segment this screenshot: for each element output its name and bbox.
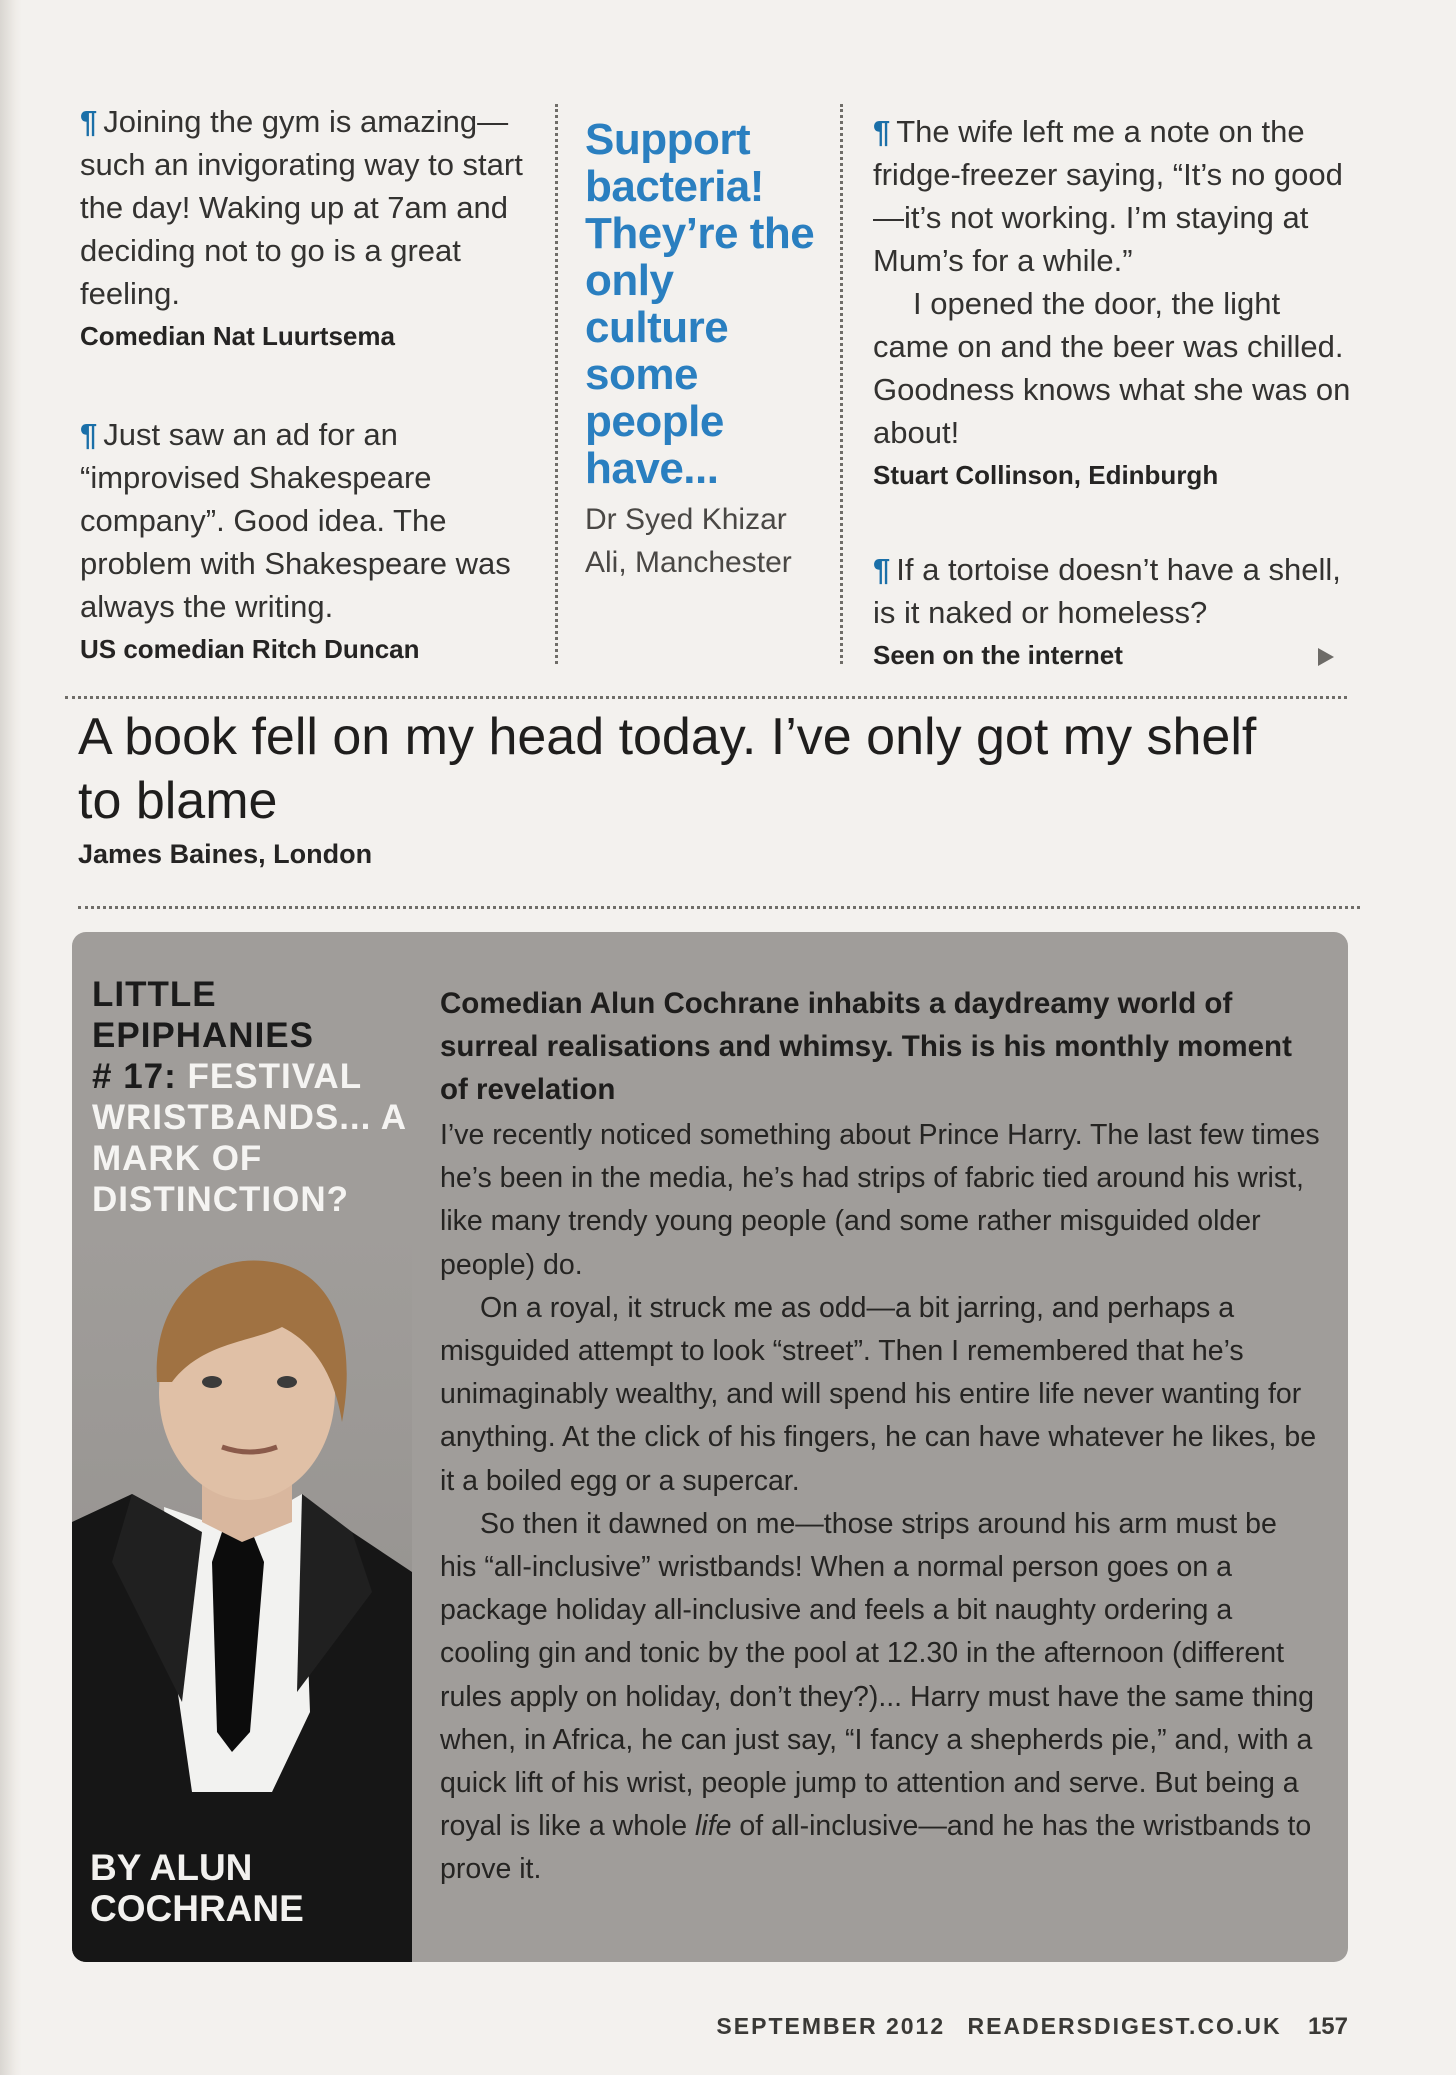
pilcrow-icon: ¶: [873, 114, 891, 149]
feature-intro: Comedian Alun Cochrane inhabits a daydreamy world of surreal realisations and whimsy. This is his monthly moment of revelation: [440, 987, 1292, 1106]
joke-text: Just saw an ad for an “improvised Shakespeare company”. Good idea. The problem with Shakespeare was always the writing.: [80, 417, 511, 624]
body-paragraph: On a royal, it struck me as odd—a bit jarring, and perhaps a misguided attempt to look “street”. Then I remembered that he’s unimaginably wealthy, and will spend his entire life never wanting for anything. At the click of his fingers, he can have whatever he likes, be it a boiled egg or a supercar.: [440, 1291, 1317, 1497]
column-divider: [555, 104, 558, 664]
pull-quote: Support bacteria! They’re the only culture some people have...: [585, 115, 815, 493]
feature-body: [440, 1114, 1320, 1892]
joke-text-continued: I opened the door, the light came on and the beer was chilled. Goodness knows what she was on about!: [873, 286, 1351, 450]
body-paragraph-text: So then it dawned on me—those strips around his arm must be his “all-inclusive” wristbands! When a normal person goes on a package holiday all-inclusive and feels a bit naughty ordering a cooling gin and tonic by the pool at 12.30 in the afternoon (different rules apply on holiday, don’t they?)... Harry must have the same thing when, in Africa, he can just say, “I fancy a shepherds pie,” and, with a quick lift of his wrist, people jump to attention and serve. But being a royal is like a whole: [440, 1507, 1314, 1843]
joke-credit: Stuart Collinson, Edinburgh: [873, 460, 1219, 490]
joke-item: [873, 110, 1353, 492]
pilcrow-icon: ¶: [80, 104, 98, 139]
feature-headline: FESTIVAL WRISTBANDS... A MARK OF DISTINCTION?: [92, 1057, 406, 1219]
joke-credit: Seen on the internet: [873, 640, 1123, 670]
body-paragraph: [440, 1503, 1320, 1892]
body-paragraph-tail: of all-inclusive—and he has the wristbands to prove it.: [440, 1810, 1312, 1886]
site-url: READERSDIGEST.CO.UK: [967, 2013, 1282, 2039]
pilcrow-icon: ¶: [80, 417, 98, 452]
page-gutter-shadow: [0, 0, 22, 2075]
feature-series-title: LITTLE EPIPHANIES: [92, 975, 314, 1055]
joke-item: [873, 548, 1353, 672]
joke-text: Joining the gym is amazing—such an invigorating way to start the day! Waking up at 7am and deciding not to go is a great feeling.: [80, 104, 523, 311]
author-byline: BY ALUN COCHRANE: [90, 1847, 304, 1929]
headline-joke: A book fell on my head today. I’ve only got my shelf to blame: [78, 708, 1257, 830]
joke-text: If a tortoise doesn’t have a shell, is it naked or homeless?: [873, 552, 1341, 630]
pull-quote-credit: Dr Syed Khizar Ali, Manchester: [585, 503, 792, 579]
feature-title: [92, 974, 422, 1220]
joke-item: [80, 413, 530, 666]
section-divider: [78, 906, 1360, 909]
joke-credit: Comedian Nat Luurtsema: [80, 321, 395, 351]
joke-text: The wife left me a note on the fridge-freezer saying, “It’s no good—it’s not working. I’m staying at Mum’s for a while.”: [873, 114, 1343, 278]
joke-item: [80, 100, 530, 353]
body-paragraph: I’ve recently noticed something about Prince Harry. The last few times he’s been in the media, he’s had strips of fabric tied around his wrist, like many trendy young people (and some rather misguided older people) do.: [440, 1119, 1320, 1281]
page-number: 157: [1307, 2013, 1348, 2040]
column-divider: [840, 104, 843, 664]
joke-credit: US comedian Ritch Duncan: [80, 634, 420, 664]
left-column: [80, 100, 530, 726]
feature-box: [72, 932, 1348, 1962]
page-footer: [700, 2013, 1348, 2041]
section-divider: [65, 696, 1347, 699]
italic-word: life: [695, 1810, 732, 1843]
middle-column: [585, 116, 825, 584]
feature-issue-number: # 17:: [92, 1057, 177, 1096]
pilcrow-icon: ¶: [873, 552, 891, 587]
right-column: [873, 110, 1353, 732]
issue-date: SEPTEMBER 2012: [716, 2013, 946, 2039]
headline-joke-credit: James Baines, London: [78, 839, 373, 869]
arrow-right-icon: [1318, 648, 1334, 666]
